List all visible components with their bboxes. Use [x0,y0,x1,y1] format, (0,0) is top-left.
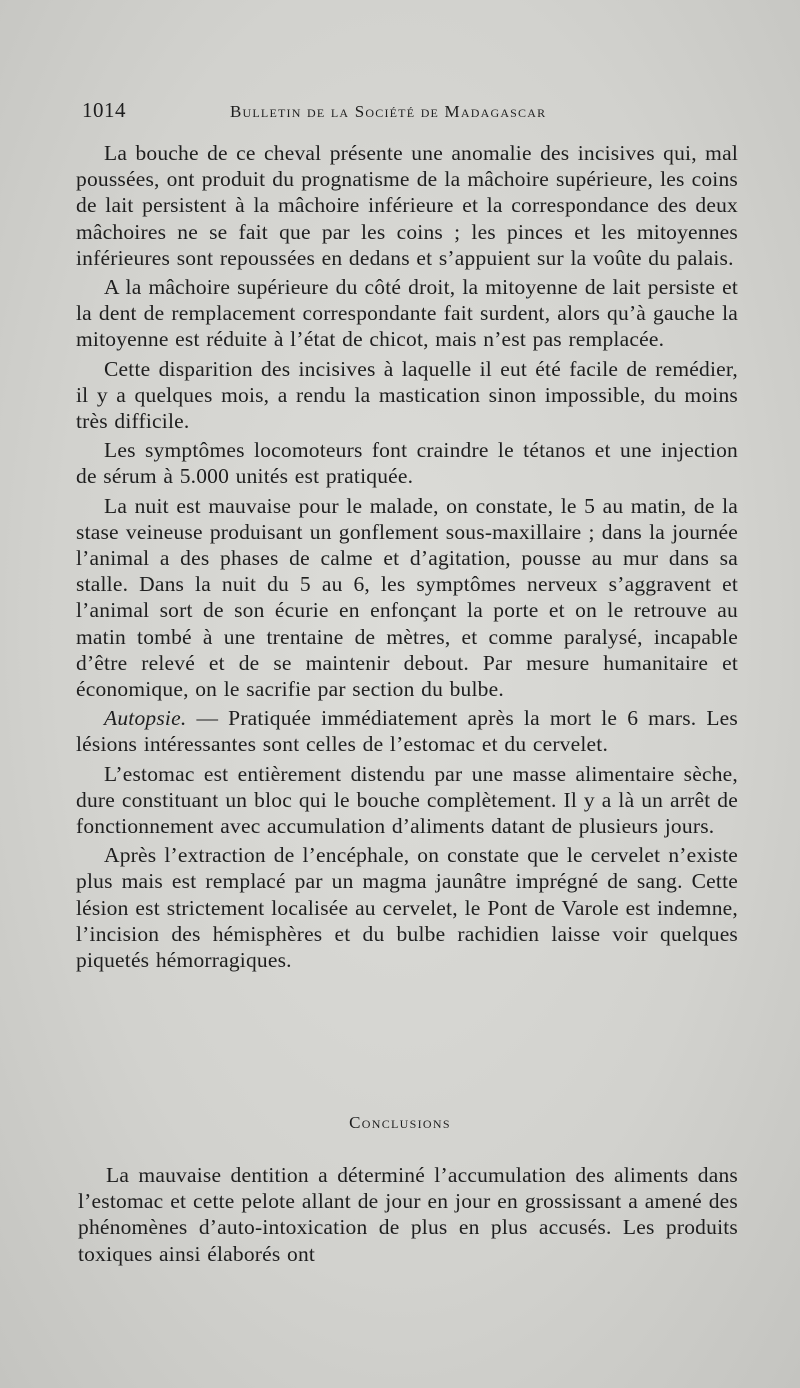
paragraph-stomach: L’estomac est entièrement distendu par une masse alimentaire sèche, dure constituant un bloc qui le bouche complètement. Il y a là un arrêt de fonctionnement avec accumulation d’aliments datant de plusieurs jours. [76,761,738,839]
paragraph-mouth-anomaly: La bouche de ce cheval présente une anomalie des incisives qui, mal poussées, ont produit du prognatisme de la mâchoire supérieure, les coins de lait persistent à la mâchoire inférieure et la correspondance des deux mâchoires ne se fait que par les coins ; les pinces et les mitoyennes inférieures sont repoussées en dedans et s’appuient sur la voûte du palais. [76,141,738,270]
autopsy-label: Autopsie. [104,706,187,731]
article-body [76,140,738,976]
paragraph-incisor-loss: Cette disparition des incisives à laquelle il eut été facile de remédier, il y a quelques mois, a rendu la mastication sinon impossible, du moins très difficile. [76,356,738,434]
paragraph-upper-jaw: A la mâchoire supérieure du côté droit, la mitoyenne de lait persiste et la dent de remplacement correspondante fait surdent, alors qu’à gauche la mitoyenne est réduite à l’état de chicot, mais n’est pas remplacée. [76,275,738,352]
paragraph-symptoms: Les symptômes locomoteurs font craindre le tétanos et une injection de sérum à 5.000 unités est pratiquée. [76,438,738,489]
page-header [82,98,742,128]
paragraph-conclusion: La mauvaise dentition a déterminé l’accumulation des aliments dans l’estomac et cette pelote allant de jour en jour en grossissant a amené des phénomènes d’auto-intoxication de plus en plus accusés. Les produits toxiques ainsi élaborés ont [78,1163,738,1266]
running-head: Bulletin de la Société de Madagascar [230,102,547,121]
paragraph-night: La nuit est mauvaise pour le malade, on constate, le 5 au matin, de la stase veineuse produisant un gonflement sous-maxillaire ; dans la journée l’animal a des phases de calme et d’agitation, pousse au mur dans sa stalle. Dans la nuit du 5 au 6, les symptômes nerveux s’aggravent et l’animal sort de son écurie en enfonçant la porte et on le retrouve au matin tombé à une trentaine de mètres, et comme paralysé, incapable d’être relevé et de se maintenir debout. Par mesure humanitaire et économique, on le sacrifie par section du bulbe. [76,493,738,702]
paragraph-cerebellum: Après l’extraction de l’encéphale, on constate que le cervelet n’existe plus mais est remplacé par un magma jaunâtre imprégné de sang. Cette lésion est strictement localisée au cervelet, le Pont de Varole est indemne, l’incision des hémisphères et du bulbe rachidien laisse voir quelques piquetés hémorragiques. [76,843,738,973]
autopsy-text: — Pratiquée immédiatement après la mort le 6 mars. Les lésions intéressantes sont celles de l’estomac et du cervelet. [76,706,738,757]
paragraph-autopsy [76,705,738,757]
section-title-conclusions: Conclusions [349,1113,451,1132]
conclusions-body [78,1162,738,1267]
page-number: 1014 [82,98,126,122]
